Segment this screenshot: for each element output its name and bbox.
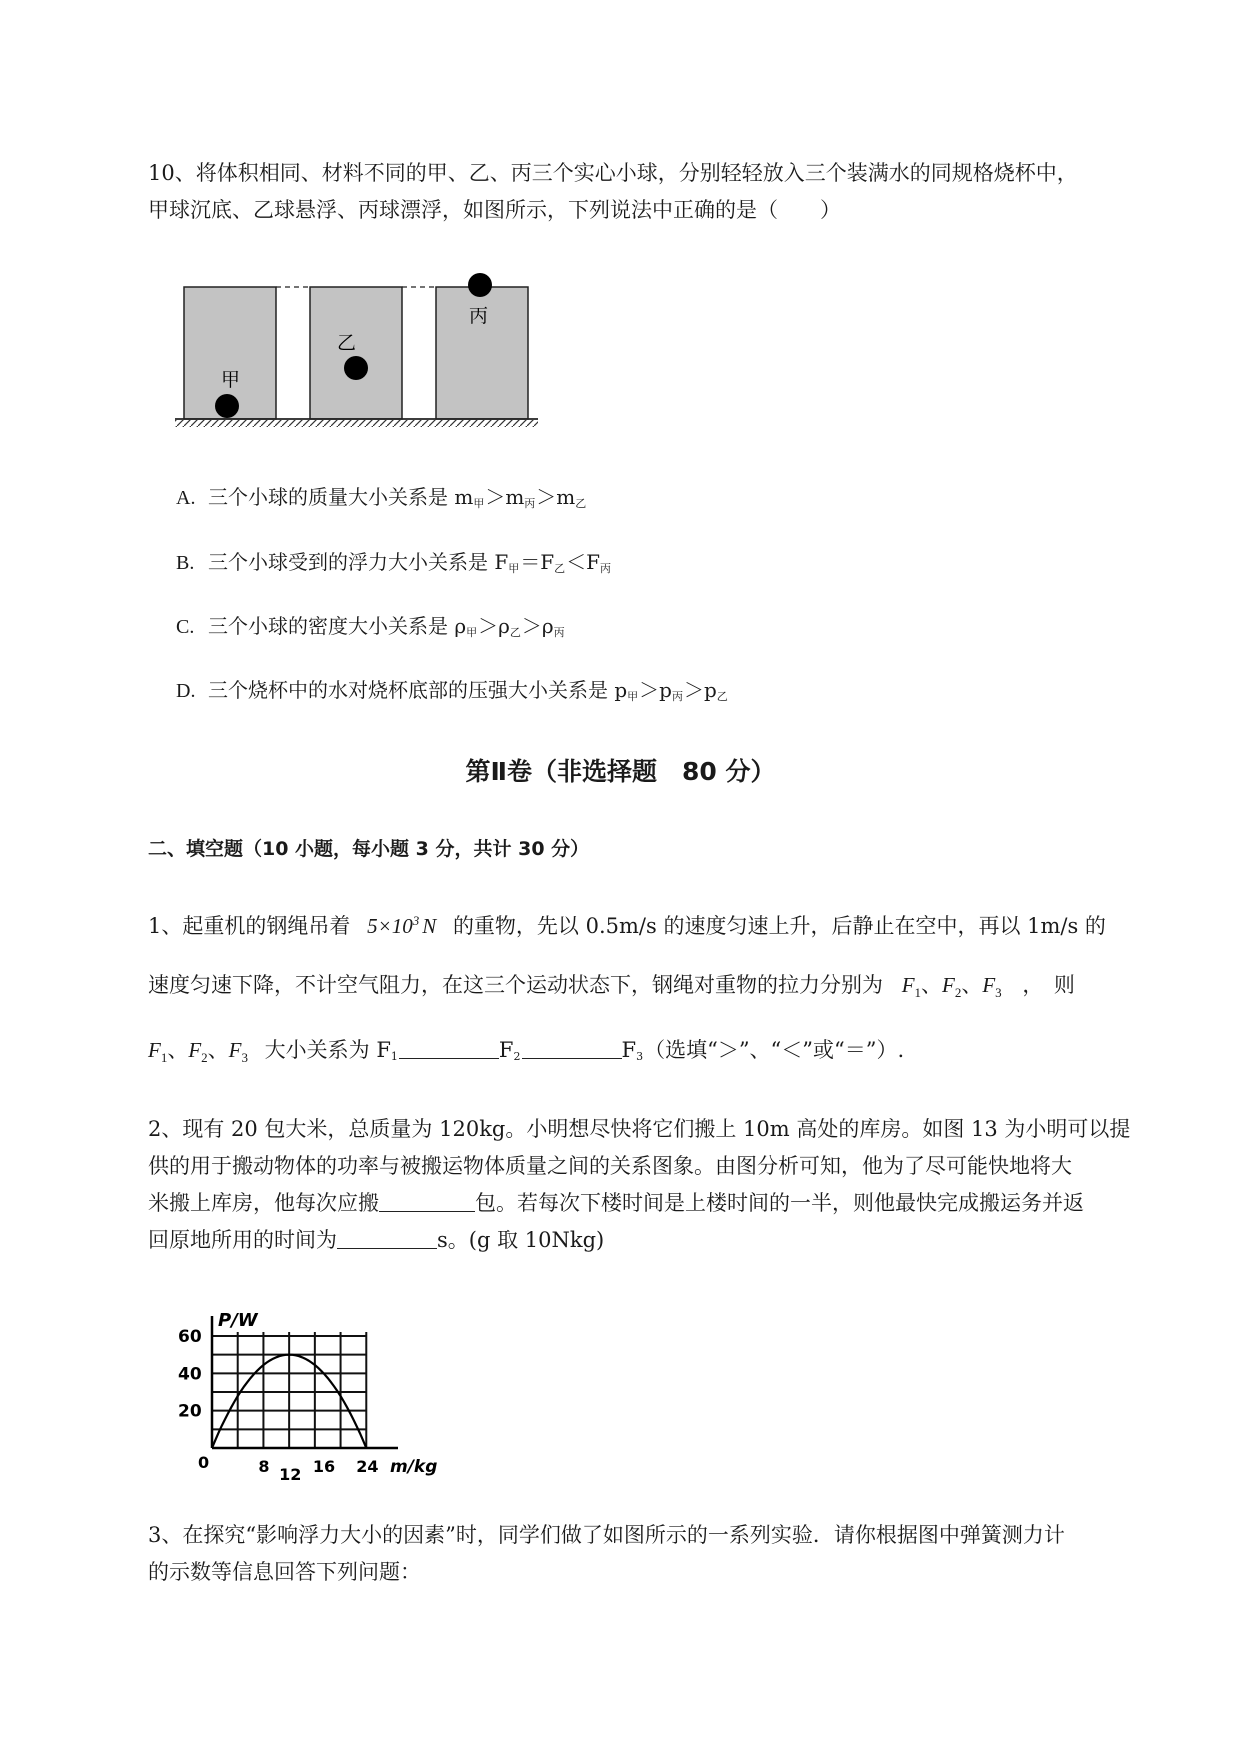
q1-sep-4: 、	[207, 1038, 229, 1062]
q1-f1b: F	[148, 1038, 161, 1062]
q1-f1: F	[901, 973, 915, 997]
q10-line-1: 10、将体积相同、材料不同的甲、乙、丙三个实心小球，分别轻轻放入三个装满水的同规格烧杯中，	[148, 161, 1078, 185]
q1-formula	[367, 914, 436, 938]
option-d-label: D.	[176, 680, 196, 702]
q1-text-3: 速度匀速下降，不计空气阻力，在这三个运动状态下，钢绳对重物的拉力分别为	[148, 973, 883, 997]
q1-blank-2[interactable]	[522, 1036, 622, 1059]
q1-f3: F	[982, 973, 996, 997]
q1-forces	[901, 973, 1002, 1000]
option-c-rel-2: ＞ρ	[521, 614, 554, 638]
q1-blank-1[interactable]	[399, 1036, 499, 1059]
q1-sep-3: 、	[167, 1038, 189, 1062]
q2-line-4	[148, 1225, 1158, 1255]
y-tick-label: 60	[178, 1327, 202, 1347]
q1-text-1: 1、起重机的钢绳吊着	[148, 914, 351, 938]
q10-line-2: 甲球沉底、乙球悬浮、丙球漂浮，如图所示，下列说法中正确的是（ ）	[148, 198, 841, 222]
option-a-sub-1: 甲	[473, 497, 486, 510]
q1-sep-1: 、	[921, 973, 943, 997]
ball-label-bing: 丙	[469, 305, 489, 327]
x-tick-label: 0	[198, 1453, 210, 1472]
option-b-sub-2: 乙	[554, 562, 567, 575]
q2-blank-1[interactable]	[379, 1189, 475, 1212]
q1-line-3	[148, 1035, 1158, 1073]
x-tick-label: 16	[312, 1457, 336, 1476]
option-a-rel-2: ＞m	[536, 485, 576, 509]
q1-f3-sub: 3	[995, 985, 1002, 1000]
option-a-label: A.	[176, 487, 196, 509]
q1-line-1	[148, 906, 1158, 941]
ball-jia	[215, 394, 239, 418]
q1-text-2: 的重物，先以 0.5m/s 的速度匀速上升，后静止在空中，再以 1m/s 的	[452, 914, 1106, 938]
option-b-sub-3: 丙	[600, 562, 613, 575]
option-a-sub-3: 乙	[575, 497, 588, 510]
ball-label-jia: 甲	[221, 369, 241, 391]
q1-text-8: （选填“＞”、“＜”或“＝”）.	[644, 1038, 905, 1062]
q1-formula-exp: 3	[412, 913, 420, 928]
q1-f3b: F	[228, 1038, 242, 1062]
q1-text-6: F	[498, 1038, 514, 1062]
q2-text-2: 包。若每次下楼时间是上楼时间的一半，则他最快完成搬运务并返	[475, 1191, 1084, 1215]
option-c-sub-3: 丙	[553, 626, 566, 639]
option-a-text: 三个小球的质量大小关系是 m	[208, 485, 474, 509]
q2-line-2: 供的用于搬动物体的功率与被搬运物体质量之间的关系图象。由图分析可知，他为了尽可能快地将大	[148, 1154, 1072, 1178]
q1-text-7: F	[621, 1038, 637, 1062]
option-d-sub-3: 乙	[716, 690, 729, 703]
option-b[interactable]	[176, 547, 612, 584]
ball-yi	[344, 356, 368, 380]
q2-line-3	[148, 1188, 1158, 1218]
y-tick-label: 20	[178, 1401, 202, 1422]
q1-f2b-sub: 2	[201, 1050, 208, 1065]
q2-blank-2[interactable]	[337, 1226, 437, 1249]
beakers-figure	[170, 265, 550, 440]
option-b-sub-1: 甲	[508, 562, 521, 575]
q3-line-1: 3、在探究“影响浮力大小的因素”时，同学们做了如图所示的一系列实验．请你根据图中弹簧测力计	[148, 1523, 1065, 1547]
section-subtitle: 二、填空题（10 小题，每小题 3 分，共计 30 分）	[148, 838, 590, 860]
q1-sub-2: 2	[513, 1050, 522, 1063]
option-d-sub-1: 甲	[627, 690, 640, 703]
q1-text-5: 大小关系为 F	[264, 1038, 391, 1062]
option-a[interactable]	[176, 482, 587, 519]
ball-bing	[468, 273, 492, 297]
option-a-rel-1: ＞m	[485, 485, 525, 509]
q1-sub-3: 3	[636, 1050, 645, 1063]
q1-formula-unit: N	[422, 914, 437, 938]
q1-sep-2: 、	[961, 973, 983, 997]
section-title: 第Ⅱ卷（非选择题 80 分）	[465, 757, 776, 786]
option-c-sub-1: 甲	[466, 626, 479, 639]
q1-sub-1: 1	[390, 1050, 399, 1063]
q1-f2b: F	[188, 1038, 202, 1062]
option-c-label: C.	[176, 616, 195, 638]
option-b-rel-1: ＝F	[520, 550, 555, 574]
q2-text-4: s。(g 取 10Nkg)	[437, 1228, 605, 1252]
option-d-rel-2: ＞p	[683, 678, 717, 702]
option-d-text: 三个烧杯中的水对烧杯底部的压强大小关系是 p	[208, 678, 628, 702]
q1-line-2	[148, 970, 1158, 1008]
q2-line-1: 2、现有 20 包大米，总质量为 120kg。小明想尽快将它们搬上 10m 高处的库房。如图 13 为小明可以提	[148, 1117, 1131, 1141]
q1-f3b-sub: 3	[241, 1050, 248, 1065]
q3-line-2: 的示数等信息回答下列问题：	[148, 1560, 421, 1584]
ball-label-yi: 乙	[337, 332, 357, 354]
y-tick-label: 40	[178, 1364, 202, 1385]
q1-f2: F	[942, 973, 955, 997]
q2-text-1: 米搬上库房，他每次应搬	[148, 1191, 379, 1215]
option-d-rel-1: ＞p	[639, 678, 672, 702]
option-a-sub-2: 丙	[524, 497, 537, 510]
option-c-sub-2: 乙	[509, 626, 522, 639]
x-tick-label: 24	[356, 1457, 379, 1476]
q1-f2-sub: 2	[954, 985, 962, 1000]
q2-text-3: 回原地所用的时间为	[148, 1228, 337, 1252]
q1-f1b-sub: 1	[160, 1050, 168, 1065]
y-axis-label: P/W	[218, 1310, 258, 1331]
option-d-sub-2: 丙	[671, 690, 684, 703]
option-c-text: 三个小球的密度大小关系是 ρ	[208, 614, 467, 638]
option-b-text: 三个小球受到的浮力大小关系是 F	[208, 550, 509, 574]
q1-f1-sub: 1	[914, 985, 922, 1000]
option-b-rel-2: ＜F	[566, 550, 601, 574]
option-b-label: B.	[176, 552, 195, 574]
q1-forces-2	[148, 1038, 248, 1065]
power-mass-chart	[170, 1298, 450, 1483]
q1-text-4: ， 则	[1022, 973, 1075, 997]
option-c-rel-1: ＞ρ	[478, 614, 510, 638]
x-tick-label: 8	[258, 1457, 270, 1476]
option-c[interactable]	[176, 611, 566, 648]
x-axis-label: m/kg	[390, 1457, 438, 1477]
x-tick-label: 12	[279, 1465, 302, 1483]
option-d[interactable]	[176, 675, 729, 712]
q1-formula-base: 5×10	[367, 914, 413, 938]
